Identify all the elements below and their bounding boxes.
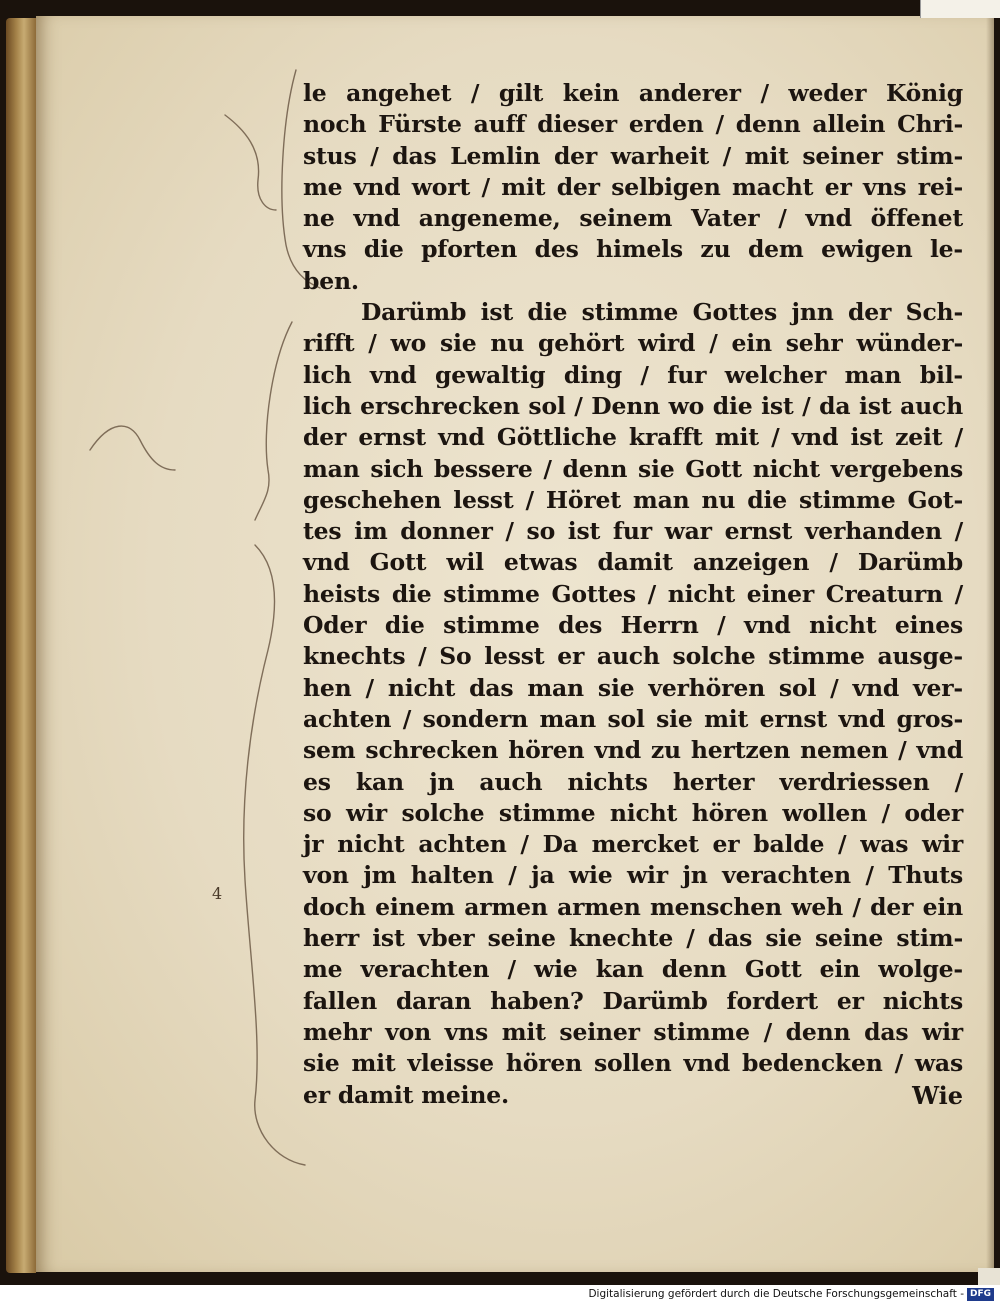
text-line: ne vnd angeneme, seinem Vater / vnd öffenet xyxy=(303,204,963,233)
text-line: lich erschrecken sol / Denn wo die ist / da ist auch xyxy=(303,391,963,420)
catchword-row xyxy=(303,1080,963,1111)
text-line: knechts / So lesst er auch solche stimme ausge- xyxy=(303,642,963,671)
digitization-credit xyxy=(0,1285,1000,1303)
book-page-edges xyxy=(6,18,36,1273)
text-line: vnd Gott wil etwas damit anzeigen / Darümb xyxy=(303,548,963,577)
text-line: me verachten / wie kan denn Gott ein wolge- xyxy=(303,955,963,984)
color-scale-strip xyxy=(920,0,1000,18)
text-line: man sich bessere / denn sie Gott nicht vergebens xyxy=(303,454,963,483)
marginal-note: 4 xyxy=(212,884,223,903)
text-line: ben. xyxy=(303,266,359,295)
text-line: von jm halten / ja wie wir jn verachten / Thuts xyxy=(303,861,963,890)
text-line: le angehet / gilt kein anderer / weder König xyxy=(303,79,963,107)
text-line: me vnd wort / mit der selbigen macht er vns rei- xyxy=(303,172,963,201)
text-line: Darümb ist die stimme Gottes jnn der Sch- xyxy=(361,298,963,327)
text-line: tes im donner / so ist fur war ernst verhanden / xyxy=(303,517,963,546)
text-line: er damit meine. xyxy=(303,1080,509,1109)
color-scale-strip-bottom xyxy=(978,1268,1000,1285)
page-text xyxy=(303,78,963,1111)
text-line: doch einem armen armen menschen weh / der ein xyxy=(303,892,963,921)
text-line: jr nicht achten / Da mercket er balde / was wir xyxy=(303,830,963,859)
text-line: herr ist vber seine knechte / das sie seine stim- xyxy=(303,924,963,953)
text-line: fallen daran haben? Darümb fordert er nichts xyxy=(303,986,963,1015)
text-line: Oder die stimme des Herrn / vnd nicht eines xyxy=(303,611,963,640)
text-line: geschehen lesst / Höret man nu die stimme Got- xyxy=(303,485,963,514)
text-line: lich vnd gewaltig ding / fur welcher man bil- xyxy=(303,360,963,389)
text-line: der ernst vnd Göttliche krafft mit / vnd ist zeit / xyxy=(303,423,963,452)
text-line: mehr von vns mit seiner stimme / denn das wir xyxy=(303,1017,963,1046)
text-line: achten / sondern man sol sie mit ernst vnd gros- xyxy=(303,704,963,733)
text-line: sem schrecken hören vnd zu hertzen nemen / vnd xyxy=(303,736,963,765)
text-line: heists die stimme Gottes / nicht einer Creaturn / xyxy=(303,579,963,608)
text-line: noch Fürste auff dieser erden / denn allein Chri- xyxy=(303,110,963,139)
dfg-logo: DFG xyxy=(967,1288,994,1301)
text-line: hen / nicht das man sie verhören sol / vnd ver- xyxy=(303,673,963,702)
text-line: rifft / wo sie nu gehört wird / ein sehr wünder- xyxy=(303,329,963,358)
text-line: vns die pforten des himels zu dem ewigen le- xyxy=(303,235,963,264)
text-line: es kan jn auch nichts herter verdriessen / xyxy=(303,767,963,796)
text-line: sie mit vleisse hören sollen vnd bedencken / was xyxy=(303,1049,963,1078)
text-line: stus / das Lemlin der warheit / mit seiner stim- xyxy=(303,141,963,170)
catchword: Wie xyxy=(912,1080,963,1110)
page-gutter-shadow xyxy=(986,16,994,1272)
credit-text: Digitalisierung gefördert durch die Deutsche Forschungsgemeinschaft - xyxy=(588,1288,964,1300)
text-line: so wir solche stimme nicht hören wollen / oder xyxy=(303,798,963,827)
